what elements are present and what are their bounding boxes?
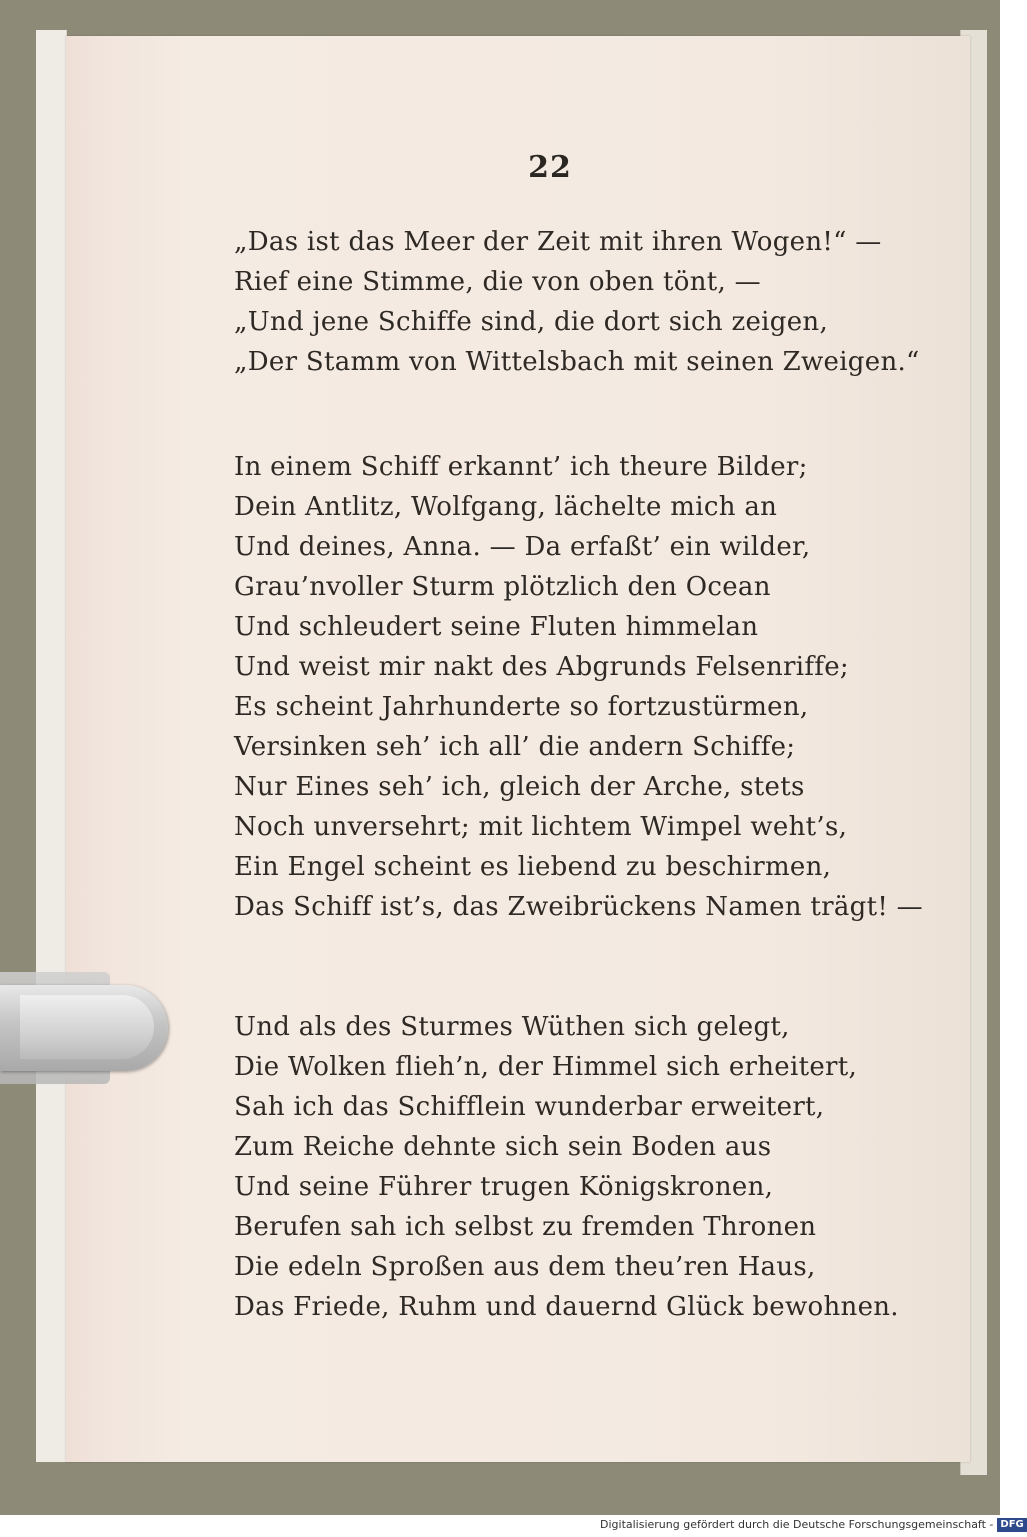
verse-line: Zum Reiche dehnte sich sein Boden aus bbox=[234, 1132, 772, 1162]
back-page-edge bbox=[36, 30, 67, 1462]
verse-line: „Und jene Schiffe sind, die dort sich zeigen, bbox=[234, 307, 829, 337]
dfg-logo: DFG bbox=[997, 1518, 1026, 1532]
verse-line: Dein Antlitz, Wolfgang, lächelte mich an bbox=[234, 492, 778, 522]
stanza-3 bbox=[234, 1007, 899, 1327]
verse-line: Versinken seh’ ich all’ die andern Schiffe; bbox=[234, 732, 796, 762]
verse-line: Die Wolken flieh’n, der Himmel sich erheitert, bbox=[234, 1052, 858, 1082]
verse-line: Es scheint Jahrhunderte so fortzustürmen, bbox=[234, 692, 809, 722]
verse-line: Und schleudert seine Fluten himmelan bbox=[234, 612, 759, 642]
verse-line: „Der Stamm von Wittelsbach mit seinen Zweigen.“ bbox=[234, 347, 920, 377]
page-number: 22 bbox=[528, 150, 572, 185]
verse-line: Ein Engel scheint es liebend zu beschirmen, bbox=[234, 852, 832, 882]
verse-line: Das Friede, Ruhm und dauernd Glück bewohnen. bbox=[234, 1292, 899, 1322]
stanza-2 bbox=[234, 447, 923, 927]
verse-line: Die edeln Sproßen aus dem theu’ren Haus, bbox=[234, 1252, 816, 1282]
verse-line: Das Schiff ist’s, das Zweibrückens Namen trägt! — bbox=[234, 892, 923, 922]
verse-line: „Das ist das Meer der Zeit mit ihren Wogen!“ — bbox=[234, 227, 882, 257]
digitization-footer bbox=[600, 1517, 1027, 1533]
verse-line: Noch unversehrt; mit lichtem Wimpel weht’s, bbox=[234, 812, 848, 842]
verse-line: Und als des Sturmes Wüthen sich gelegt, bbox=[234, 1012, 790, 1042]
verse-line: Rief eine Stimme, die von oben tönt, — bbox=[234, 267, 761, 297]
verse-line: Berufen sah ich selbst zu fremden Thronen bbox=[234, 1212, 817, 1242]
verse-line: Nur Eines seh’ ich, gleich der Arche, stets bbox=[234, 772, 805, 802]
verse-line: Grau’nvoller Sturm plötzlich den Ocean bbox=[234, 572, 771, 602]
page-clip-highlight bbox=[20, 995, 154, 1059]
footer-text: Digitalisierung gefördert durch die Deutsche Forschungsgemeinschaft - bbox=[600, 1518, 994, 1531]
stanza-1 bbox=[234, 222, 920, 382]
verse-line: Und weist mir nakt des Abgrunds Felsenriffe; bbox=[234, 652, 849, 682]
verse-line: Und deines, Anna. — Da erfaßt’ ein wilder, bbox=[234, 532, 811, 562]
verse-line: In einem Schiff erkannt’ ich theure Bilder; bbox=[234, 452, 808, 482]
verse-line: Und seine Führer trugen Königskronen, bbox=[234, 1172, 774, 1202]
verse-line: Sah ich das Schifflein wunderbar erweitert, bbox=[234, 1092, 825, 1122]
